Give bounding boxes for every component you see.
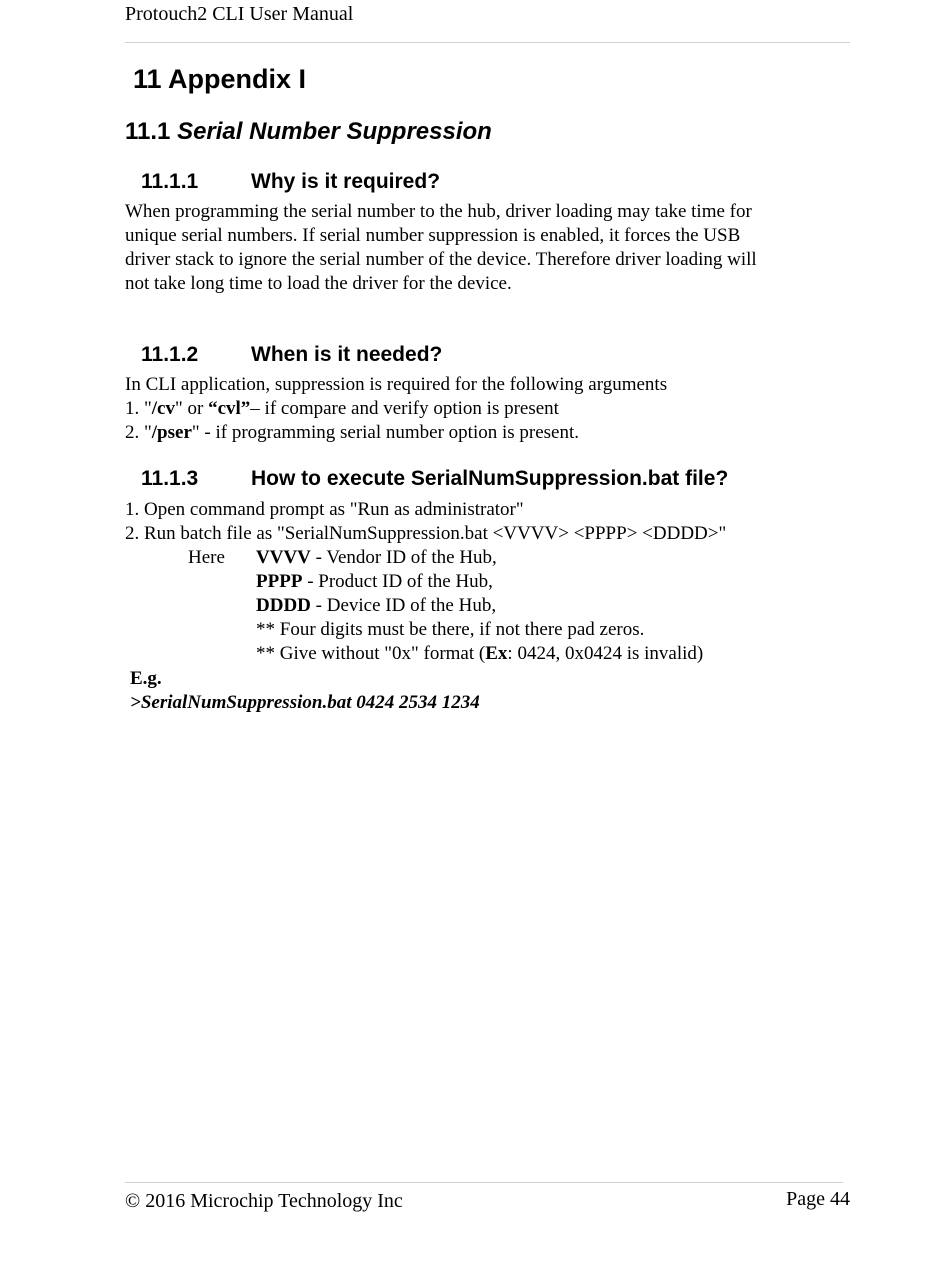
subsection-number: 11.1.3: [141, 467, 199, 490]
example-command: >SerialNumSuppression.bat 0424 2534 1234: [130, 692, 480, 713]
text-line: driver stack to ignore the serial number of the device. Therefore driver loading will: [125, 249, 757, 270]
parameter-key: DDDD: [256, 595, 311, 616]
here-label: Here: [188, 547, 225, 568]
paragraph-when: [125, 373, 667, 445]
parameter-key: PPPP: [256, 571, 303, 592]
argument-cv: /cv: [151, 398, 175, 419]
paragraph-how: [125, 498, 726, 546]
note-line: ** Four digits must be there, if not there pad zeros.: [256, 619, 645, 640]
subsection-title: How to execute SerialNumSuppression.bat file?: [251, 467, 729, 490]
section-name: Serial Number Suppression: [177, 118, 492, 145]
subsection-heading-why: [141, 170, 440, 194]
parameter-key: VVVV: [256, 547, 311, 568]
argument-cvl: “cvl”: [208, 398, 251, 419]
parameter-item: DDDD - Device ID of the Hub,: [256, 595, 497, 616]
footer-copyright: © 2016 Microchip Technology Inc: [125, 1190, 403, 1212]
subsection-number: 11.1.1: [141, 170, 199, 193]
section-title: [125, 118, 492, 146]
subsection-title: Why is it required?: [251, 170, 441, 193]
step-line: 2. Run batch file as "SerialNumSuppression.bat <VVVV> <PPPP> <DDDD>": [125, 523, 727, 544]
argument-pser: /pser: [151, 422, 192, 443]
chapter-title: 11 Appendix I: [133, 64, 307, 94]
page-number: Page 44: [786, 1188, 850, 1210]
running-header: Protouch2 CLI User Manual: [125, 3, 354, 25]
parameter-list: [256, 546, 703, 666]
subsection-number: 11.1.2: [141, 343, 199, 366]
example-block: [130, 667, 480, 715]
text-line: not take long time to load the driver for the device.: [125, 273, 512, 294]
parameter-item: PPPP - Product ID of the Hub,: [256, 571, 493, 592]
footer-divider: [125, 1182, 843, 1183]
section-number: 11.1: [125, 118, 171, 145]
subsection-title: When is it needed?: [251, 343, 443, 366]
paragraph-why: [125, 200, 757, 296]
argument-item: 1. "/cv" or “cvl”– if compare and verify option is present: [125, 398, 559, 419]
note-line: ** Give without "0x" format (Ex: 0424, 0x0424 is invalid): [256, 643, 704, 664]
argument-item: 2. "/pser" - if programming serial number option is present.: [125, 422, 580, 443]
subsection-heading-how: [141, 467, 728, 491]
parameter-item: VVVV - Vendor ID of the Hub,: [256, 547, 497, 568]
example-label: E.g.: [130, 668, 162, 689]
text-line: When programming the serial number to the hub, driver loading may take time for: [125, 201, 752, 222]
header-divider: [125, 42, 850, 43]
subsection-heading-when: [141, 343, 442, 367]
text-line: unique serial numbers. If serial number suppression is enabled, it forces the USB: [125, 225, 741, 246]
intro-line: In CLI application, suppression is required for the following arguments: [125, 374, 668, 395]
step-line: 1. Open command prompt as "Run as administrator": [125, 499, 524, 520]
